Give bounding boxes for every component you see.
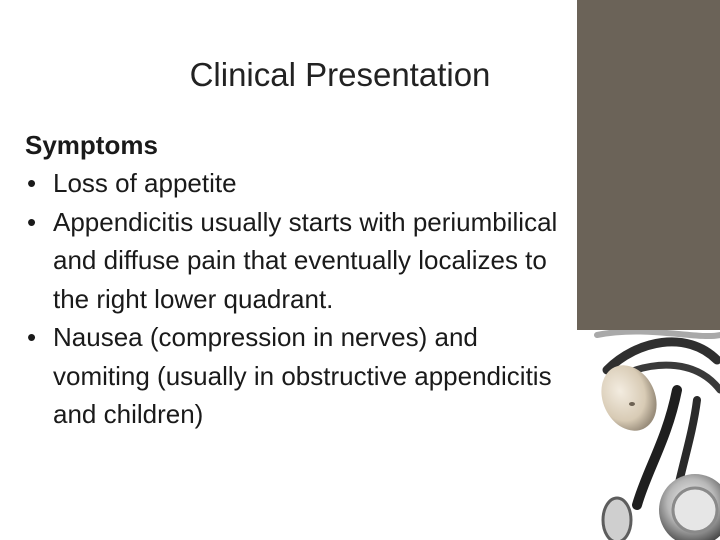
bullet-text: Loss of appetite (53, 168, 237, 198)
bullet-item (25, 164, 570, 203)
stethoscope-icon (577, 330, 720, 540)
bullet-text: Appendicitis usually starts with periumbilical and diffuse pain that eventually localizes to the right lower quadrant. (53, 206, 558, 314)
slide-title: Clinical Presentation (189, 56, 491, 93)
bullet-item (25, 318, 570, 434)
bullet-icon: • (27, 206, 37, 237)
bullet-item (25, 203, 570, 319)
slide-body (25, 126, 570, 434)
bullet-icon: • (27, 322, 37, 352)
stethoscope-image (577, 330, 720, 540)
bullet-icon: • (27, 168, 37, 198)
section-heading: Symptoms (25, 130, 158, 160)
bullet-list (25, 164, 570, 434)
side-panel (577, 0, 720, 540)
bullet-text: Nausea (compression in nerves) and vomiting (usually in obstructive appendicitis and children) (53, 322, 552, 429)
